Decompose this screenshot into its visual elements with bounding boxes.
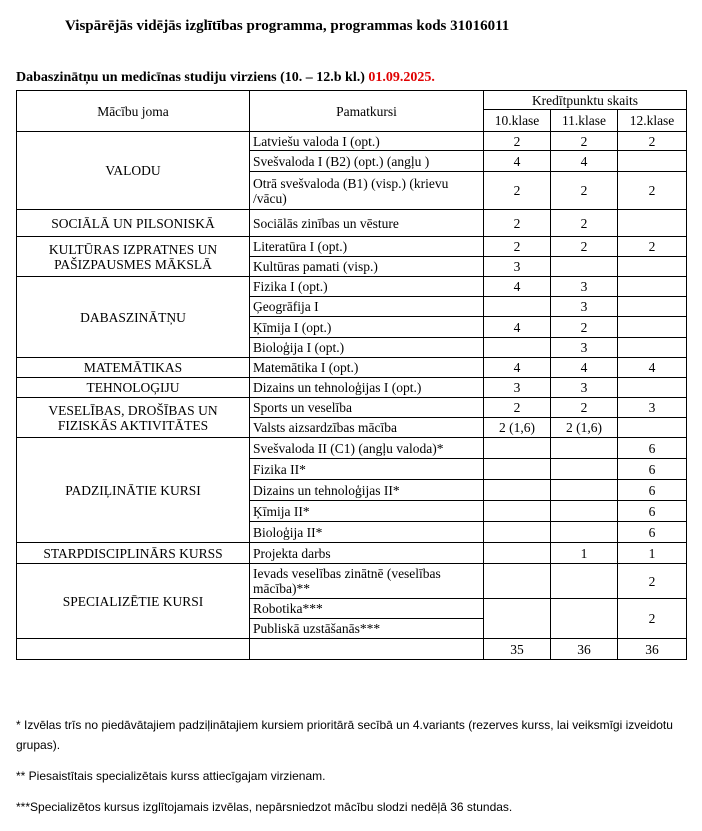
credit-cell: 6 — [618, 459, 687, 480]
credit-cell — [618, 338, 687, 358]
footnotes — [16, 715, 686, 828]
table-row — [17, 277, 687, 297]
credit-cell — [618, 277, 687, 297]
credit-cell: 3 — [484, 378, 551, 398]
subtitle-date: 01.09.2025. — [368, 70, 435, 85]
credit-cell — [484, 438, 551, 459]
table-row — [17, 358, 687, 378]
credit-cell: 4 — [551, 151, 618, 172]
course-cell: Dizains un tehnoloģijas I (opt.) — [250, 378, 484, 398]
credit-cell — [551, 599, 618, 639]
credit-cell: 6 — [618, 438, 687, 459]
subtitle-text: Dabaszinātņu un medicīnas studiju virziens (10. – 12.b kl.) — [16, 70, 369, 85]
credit-cell: 2 (1,6) — [551, 418, 618, 438]
table-row — [17, 438, 687, 459]
credit-cell: 3 — [551, 297, 618, 317]
credit-cell — [618, 317, 687, 338]
program-subtitle — [16, 70, 435, 86]
credit-cell — [618, 210, 687, 237]
credit-cell: 2 — [551, 210, 618, 237]
credit-cell: 2 — [618, 132, 687, 151]
credit-cell: 2 — [618, 172, 687, 210]
total-cell: 35 — [484, 639, 551, 660]
credit-cell: 4 — [618, 358, 687, 378]
credit-cell — [484, 599, 551, 639]
course-cell: Projekta darbs — [250, 543, 484, 564]
header-grade-10: 10.klase — [484, 110, 551, 132]
credit-cell — [551, 480, 618, 501]
credit-cell — [551, 564, 618, 599]
area-cell: SPECIALIZĒTIE KURSI — [17, 564, 250, 639]
course-cell: Literatūra I (opt.) — [250, 237, 484, 257]
course-cell: Bioloģija II* — [250, 522, 484, 543]
area-cell: KULTŪRAS IZPRATNES UN PAŠIZPAUSMES MĀKSLĀ — [17, 237, 250, 277]
credit-cell: 3 — [551, 338, 618, 358]
credit-cell — [484, 522, 551, 543]
footnote: ** Piesaistītais specializētais kurss attiecīgajam virzienam. — [16, 769, 326, 783]
credit-cell — [484, 501, 551, 522]
credit-cell: 2 — [551, 172, 618, 210]
table-row — [17, 564, 687, 599]
course-cell: Ģeogrāfija I — [250, 297, 484, 317]
area-cell: MATEMĀTIKAS — [17, 358, 250, 378]
credit-cell: 1 — [551, 543, 618, 564]
credit-cell: 1 — [618, 543, 687, 564]
course-cell: Valsts aizsardzības mācība — [250, 418, 484, 438]
credit-cell — [618, 378, 687, 398]
document-title: Vispārējās vidējās izglītības programma, programmas kods 31016011 — [65, 18, 510, 34]
totals-empty-cell — [17, 639, 250, 660]
credit-cell — [551, 257, 618, 277]
credit-cell: 4 — [484, 358, 551, 378]
course-cell: Publiskā uzstāšanās*** — [250, 619, 484, 639]
credit-cell — [618, 257, 687, 277]
credit-cell — [551, 522, 618, 543]
credit-cell — [484, 338, 551, 358]
credit-cell: 2 (1,6) — [484, 418, 551, 438]
header-grade-12: 12.klase — [618, 110, 687, 132]
credit-cell: 2 — [551, 398, 618, 418]
credit-cell: 3 — [551, 378, 618, 398]
area-cell: SOCIĀLĀ UN PILSONISKĀ — [17, 210, 250, 237]
credit-cell — [618, 151, 687, 172]
totals-row — [17, 639, 687, 660]
area-cell: DABASZINĀTŅU — [17, 277, 250, 358]
credit-cell: 4 — [484, 151, 551, 172]
course-cell: Robotika*** — [250, 599, 484, 619]
credit-cell: 3 — [551, 277, 618, 297]
credit-cell: 2 — [484, 237, 551, 257]
table-row — [17, 378, 687, 398]
credit-cell — [618, 297, 687, 317]
credit-cell — [484, 459, 551, 480]
course-cell: Sociālās zinības un vēsture — [250, 210, 484, 237]
credit-cell: 6 — [618, 522, 687, 543]
course-cell: Ievads veselības zinātnē (veselības mācība)** — [250, 564, 484, 599]
course-cell: Dizains un tehnoloģijas II* — [250, 480, 484, 501]
credit-cell: 2 — [551, 237, 618, 257]
credit-cell: 2 — [484, 398, 551, 418]
credit-cell: 2 — [551, 317, 618, 338]
course-cell: Fizika I (opt.) — [250, 277, 484, 297]
area-cell: STARPDISCIPLINĀRS KURSS — [17, 543, 250, 564]
area-cell: VESELĪBAS, DROŠĪBAS UN FIZISKĀS AKTIVITĀTES — [17, 398, 250, 438]
totals-empty-cell — [250, 639, 484, 660]
credit-cell — [484, 480, 551, 501]
area-cell: TEHNOLOĢIJU — [17, 378, 250, 398]
course-cell: Svešvaloda II (C1) (angļu valoda)* — [250, 438, 484, 459]
credit-cell: 6 — [618, 501, 687, 522]
course-cell: Matemātika I (opt.) — [250, 358, 484, 378]
course-cell: Otrā svešvaloda (B1) (visp.) (krievu /vācu) — [250, 172, 484, 210]
credit-cell: 2 — [484, 132, 551, 151]
footnote: * Izvēlas trīs no piedāvātajiem padziļinātajiem kursiem prioritārā secībā un 4.variants (rezerves kurss, lai veiksmīgi izveidotu grupas). — [16, 718, 673, 752]
table-row — [17, 132, 687, 151]
table-row — [17, 398, 687, 418]
course-cell: Svešvaloda I (B2) (opt.) (angļu ) — [250, 151, 484, 172]
table-row — [17, 237, 687, 257]
credit-cell — [484, 297, 551, 317]
header-grade-11: 11.klase — [551, 110, 618, 132]
header-area: Mācību joma — [17, 91, 250, 132]
credit-cell — [484, 543, 551, 564]
credit-cell: 4 — [551, 358, 618, 378]
header-course: Pamatkursi — [250, 91, 484, 132]
credit-cell: 2 — [618, 564, 687, 599]
credit-cell: 2 — [484, 210, 551, 237]
course-cell: Ķīmija I (opt.) — [250, 317, 484, 338]
credit-cell: 2 — [484, 172, 551, 210]
credit-cell: 3 — [618, 398, 687, 418]
credit-cell — [618, 418, 687, 438]
course-cell: Sports un veselība — [250, 398, 484, 418]
course-cell: Latviešu valoda I (opt.) — [250, 132, 484, 151]
course-cell: Kultūras pamati (visp.) — [250, 257, 484, 277]
credit-cell: 2 — [551, 132, 618, 151]
course-cell: Ķīmija II* — [250, 501, 484, 522]
credit-cell: 4 — [484, 317, 551, 338]
credit-cell: 3 — [484, 257, 551, 277]
credit-cell: 6 — [618, 480, 687, 501]
credit-cell: 4 — [484, 277, 551, 297]
area-cell: PADZIĻINĀTIE KURSI — [17, 438, 250, 543]
area-cell: VALODU — [17, 132, 250, 210]
credit-cell — [484, 564, 551, 599]
header-credits: Kredītpunktu skaits — [484, 91, 687, 110]
credit-cell — [551, 501, 618, 522]
total-cell: 36 — [618, 639, 687, 660]
credit-cell: 2 — [618, 237, 687, 257]
credit-cell — [551, 438, 618, 459]
table-row — [17, 543, 687, 564]
course-cell: Fizika II* — [250, 459, 484, 480]
course-cell: Bioloģija I (opt.) — [250, 338, 484, 358]
credit-cell — [551, 459, 618, 480]
credit-cell: 2 — [618, 599, 687, 639]
table-row — [17, 210, 687, 237]
footnote: ***Specializētos kursus izglītojamais izvēlas, nepārsniedzot mācību slodzi nedēļā 36 stundas. — [16, 800, 513, 814]
credits-table — [16, 90, 687, 660]
total-cell: 36 — [551, 639, 618, 660]
